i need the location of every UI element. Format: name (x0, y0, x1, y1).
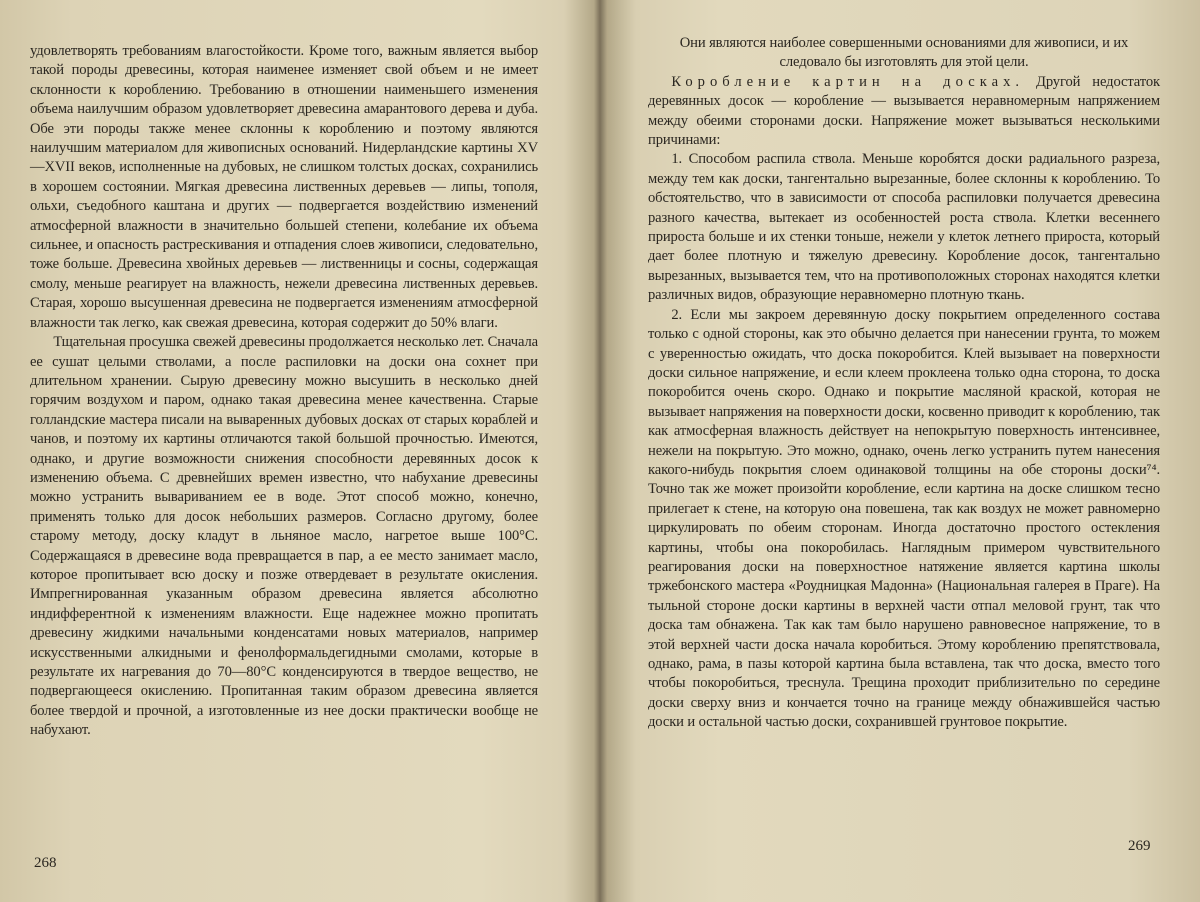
left-page-text (30, 42, 538, 741)
section-intro: Другой недостаток деревянных досок — коробление — вызывается неравномерным напряжением между обеими сторонами доски. Напряжение может вызываться несколькими причинами: (648, 73, 1160, 149)
paragraph: удовлетворять требованиям влагостойкости. Кроме того, важным является выбор такой породы древесины, которая наименее изменяет свой объем и не имеет склонности к короблению. Требованию в отношении наименьшего изменения объема наилучшим образом удовлетворяет древесина амарантового дерева и дуба. Обе эти породы также менее склонны к короблению и поэтому являются наилучшим материалом для живописных оснований. Нидерландские картины XV—XVII веков, исполненные на дубовых, не слишком толстых досках, сохранились в хорошем состоянии. Мягкая древесина лиственных деревьев — липы, тополя, ольхи, съедобного каштана и других — подвергается воздействию изменений атмосферной влажности в значительно большей степени, колебание их объема сильнее, и опасность растрескивания и отпадения слоев живописи, следовательно, тоже больше. Древесина хвойных деревьев — лиственницы и сосны, содержащая смолу, меньше реагирует на влажность, нежели древесина лиственных деревьев. Старая, хорошо высушенная древесина не подвергается изменениям атмосферной влажности так легко, как свежая древесина, которая содержит до 50% влаги. (30, 43, 538, 331)
paragraph: 1. Способом распила ствола. Меньше коробятся доски радиального разреза, между тем как доски, тангентально вырезанные, более склонны к короблению. То обстоятельство, что в зависимости от способа распиловки получается древесина разного качества, вытекает из особенностей роста ствола. Клетки весеннего прироста больше и их стенки тоньше, нежели у клеток летнего прироста, который дает более плотную и тяжелую древесину. Коробление досок, тангентально вырезанных, вызывается тем, что на противоположных сторонах находятся клетки различных видов, образующие неравномерно плотную ткань. (648, 151, 1160, 304)
page-number: 268 (34, 855, 57, 871)
paragraph: 2. Если мы закроем деревянную доску покрытием определенного состава только с одной стороны, как это обычно делается при нанесении грунта, то можем с уверенностью ожидать, что доска покоробится. Клей вызывает на поверхности доски сильное напряжение, и если клеем проклеена только одна сторона, то доска покоробится очень скоро. Однако и покрытие масляной краской, которая не вызывает напряжения на поверхности доски, косвенно приводит к короблению, так как атмосферная влажность действует на непокрытую поверхность интенсивнее, нежели на покрытую. Это можно, однако, очень легко устранить путем нанесения какого-нибудь покрытия слоем одинаковой толщины на обе стороны доски⁷⁴. Точно так же может произойти коробление, если картина на доске слишком тесно прилегает к стене, на которую она повешена, так как воздух не может равномерно циркулировать по обеим сторонам. Иногда достаточно простого остекления картины, чтобы она покоробилась. Наглядным примером чувствительного реагирования доски на поверхностное натяжение является картина школы тржебонского мастера «Роудницкая Мадонна» (Национальная галерея в Праге). На тыльной стороне доски картины в верхней части отпал меловой грунт, так что доска там обнажена. Так как там было нарушено равновесное напряжение, то в этой верхней части доска начала коробиться. Этому короблению препятствовала, однако, рама, в пазы которой картина была вставлена, так что доска, вместо того чтобы покоробиться, треснула. Трещина проходит приблизительно по середине доски сверху вниз и кончается точно на границе между обнажившейся частью доски и остальной частью доски, сохранившей грунтовое покрытие. (648, 306, 1160, 731)
page-number: 269 (1128, 838, 1151, 854)
paragraph: Они являются наиболее совершенными основаниями для живописи, и их следовало бы изготовлять для этой цели. (679, 35, 1129, 71)
section-paragraph (648, 73, 1160, 151)
right-page-text (648, 34, 1160, 733)
section-heading: Коробление картин на досках. (671, 73, 1025, 90)
right-page (600, 0, 1200, 902)
paragraph: Тщательная просушка свежей древесины продолжается несколько лет. Сначала ее сушат целыми стволами, а после распиловки на доски она сохнет при длительном хранении. Сырую древесину можно высушить в несколько дней горячим воздухом и паром, однако такая древесина менее качественна. Старые голландские мастера писали на вываренных дубовых досках от старых кораблей и чанов, и поэтому их картины отличаются такой большой прочностью. Имеются, однако, и другие возможности снижения способности деревянных досок к изменению объема. С древнейших времен известно, что набухание древесины можно устранить вывариванием ее в воде. Этот способ можно, конечно, применять только для досок небольших размеров. Согласно другому, более старому методу, доску кладут в льняное масло, нагретое выше 100°С. Содержащаяся в древесине вода превращается в пар, а ее место занимает масло, которое пропитывает всю доску и позже отвердевает в результате окисления. Импрегнированная указанным образом древесина является абсолютно индифферентной к изменениям влажности. Еще надежнее можно пропитать древесину жидкими начальными конденсатами новых материалов, например искусственными алкидными и фенолформальдегидными смолами, которые в результате их нагревания до 70—80°С конденсируются в твердое вещество, не подвергающееся окислению. Пропитанная таким образом древесина является более твердой и прочной, а изготовленные из нее доски практически вообще не набухают. (30, 334, 538, 739)
left-page (0, 0, 592, 902)
